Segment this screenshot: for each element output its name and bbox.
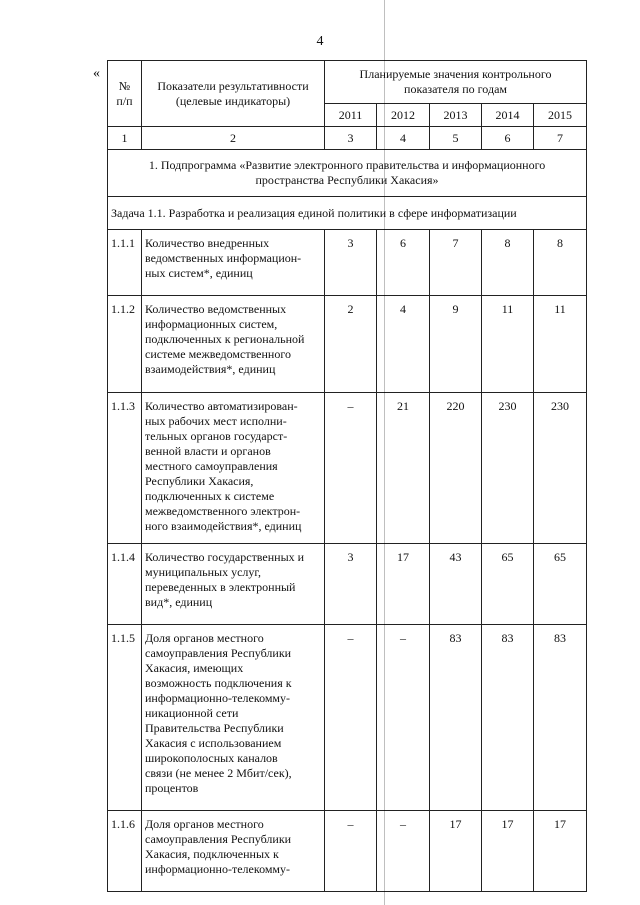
column-number: 2 [142, 127, 325, 150]
value-2012: – [377, 625, 430, 811]
value-2015: 230 [534, 393, 587, 544]
value-2013: 83 [430, 625, 482, 811]
header-indicator-cell [142, 61, 325, 127]
value-2012: – [377, 811, 430, 892]
indicator-name-text: Количество внедренных ведомственных информацион- ных систем*, единиц [145, 236, 302, 280]
indicator-name [142, 544, 325, 625]
table-row [108, 393, 587, 544]
value-2011: 3 [325, 230, 377, 296]
value-2012: 6 [377, 230, 430, 296]
indicator-name [142, 811, 325, 892]
value-2011: – [325, 811, 377, 892]
header-indicator-label: Показатели результативности (целевые индикаторы) [157, 78, 309, 108]
indicator-name-text: Доля органов местного самоуправления Республики Хакасия, имеющих возможность подключения к информационно-телекомму- никационной сети Правительства Республики Хакасия с использованием широкополосных каналов связи (не менее 2 Мбит/сек), процентов [145, 631, 292, 795]
value-2013: 7 [430, 230, 482, 296]
row-number: 1.1.4 [108, 544, 142, 625]
table-row [108, 811, 587, 892]
value-2015: 11 [534, 296, 587, 393]
indicators-table [107, 60, 587, 892]
value-2015: 17 [534, 811, 587, 892]
value-2011: – [325, 625, 377, 811]
row-number: 1.1.6 [108, 811, 142, 892]
value-2013: 17 [430, 811, 482, 892]
indicator-name-text: Количество государственных и муниципальных услуг, переведенных в электронный вид*, единиц [145, 550, 305, 609]
table-row [108, 296, 587, 393]
header-planned-label: Планируемые значения контрольного показателя по годам [359, 67, 552, 96]
value-2014: 230 [482, 393, 534, 544]
column-number: 5 [430, 127, 482, 150]
value-2011: 2 [325, 296, 377, 393]
subprogram-row [108, 150, 587, 197]
column-number: 1 [108, 127, 142, 150]
value-2013: 220 [430, 393, 482, 544]
header-number-cell [108, 61, 142, 127]
value-2014: 8 [482, 230, 534, 296]
subprogram-title [108, 150, 587, 197]
year-cell: 2011 [325, 104, 377, 127]
header-row [108, 61, 587, 104]
value-2015: 8 [534, 230, 587, 296]
value-2012: 4 [377, 296, 430, 393]
value-2012: 21 [377, 393, 430, 544]
indicator-name [142, 625, 325, 811]
value-2013: 9 [430, 296, 482, 393]
table-row [108, 544, 587, 625]
column-number: 4 [377, 127, 430, 150]
row-number: 1.1.2 [108, 296, 142, 393]
column-numbers-row [108, 127, 587, 150]
year-cell: 2015 [534, 104, 587, 127]
value-2014: 83 [482, 625, 534, 811]
table-row [108, 625, 587, 811]
value-2015: 83 [534, 625, 587, 811]
header-planned-cell [325, 61, 587, 104]
row-number: 1.1.5 [108, 625, 142, 811]
value-2012: 17 [377, 544, 430, 625]
indicator-name-text: Количество ведомственных информационных систем, подключенных к региональной системе межведомственного взаимодействия*, единиц [145, 302, 305, 376]
table-row [108, 230, 587, 296]
column-number: 3 [325, 127, 377, 150]
subprogram-title-text: 1. Подпрограмма «Развитие электронного правительства и информационного пространства Республики Хакасия» [148, 158, 546, 187]
indicator-name [142, 393, 325, 544]
value-2014: 17 [482, 811, 534, 892]
indicator-name [142, 230, 325, 296]
value-2015: 65 [534, 544, 587, 625]
column-number: 7 [534, 127, 587, 150]
year-cell: 2013 [430, 104, 482, 127]
header-number-label: № п/п [116, 78, 133, 108]
year-cell: 2012 [377, 104, 430, 127]
value-2013: 43 [430, 544, 482, 625]
scan-fold-line [384, 0, 385, 905]
page-number: 4 [316, 34, 324, 49]
task-title: Задача 1.1. Разработка и реализация единой политики в сфере информатизации [108, 197, 587, 230]
year-cell: 2014 [482, 104, 534, 127]
value-2011: – [325, 393, 377, 544]
indicator-name [142, 296, 325, 393]
indicator-name-text: Доля органов местного самоуправления Республики Хакасия, подключенных к информационно-телекомму- [145, 817, 292, 876]
value-2014: 65 [482, 544, 534, 625]
indicator-name-text: Количество автоматизирован- ных рабочих мест исполни- тельных органов государст- венной власти и органов местного самоуправления Республики Хакасия, подключенных к системе межведомственного электрон- ного взаимодействия*, единиц [145, 399, 302, 533]
task-row [108, 197, 587, 230]
column-number: 6 [482, 127, 534, 150]
value-2014: 11 [482, 296, 534, 393]
opening-quote-mark: « [93, 66, 100, 81]
value-2011: 3 [325, 544, 377, 625]
row-number: 1.1.1 [108, 230, 142, 296]
row-number: 1.1.3 [108, 393, 142, 544]
